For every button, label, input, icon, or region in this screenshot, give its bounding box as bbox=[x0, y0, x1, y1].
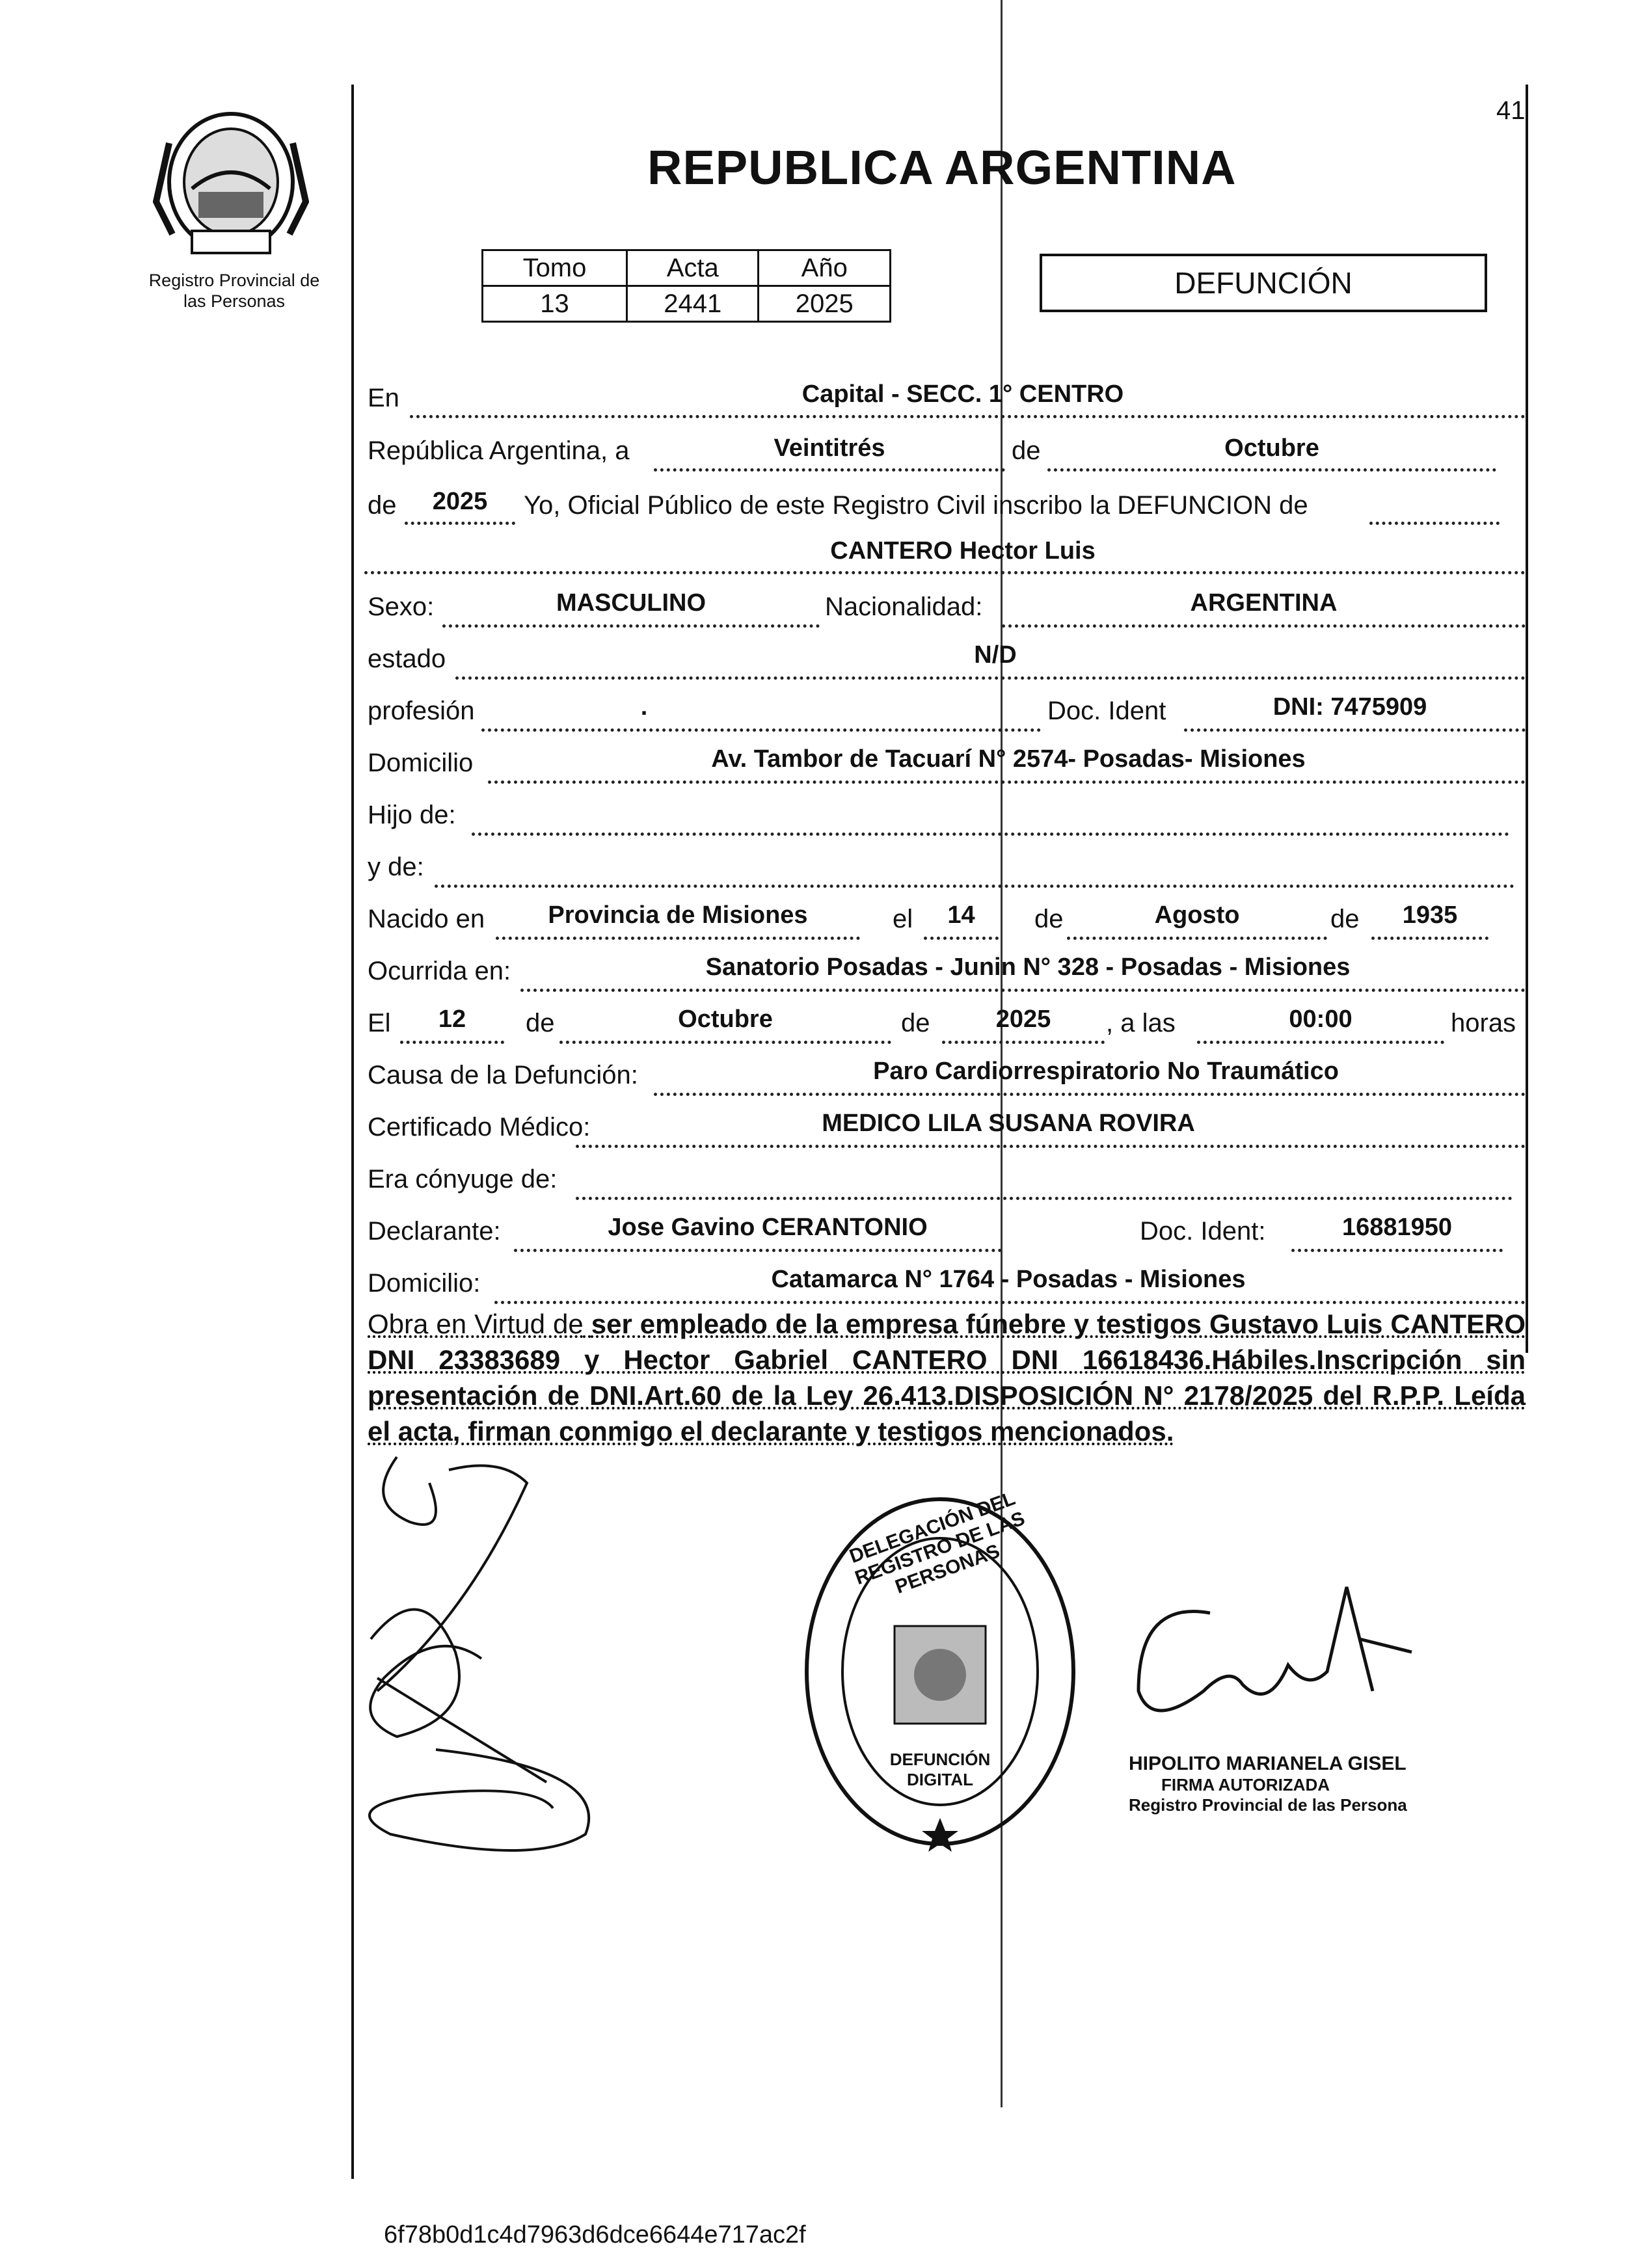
declarante-label: Declarante: bbox=[368, 1217, 501, 1246]
sexo-dots bbox=[442, 624, 820, 628]
nac-dia: 14 bbox=[947, 901, 975, 929]
left-border-line bbox=[351, 85, 354, 2179]
de-label-5: de bbox=[526, 1009, 555, 1037]
right-border-line bbox=[1526, 85, 1528, 1353]
stamp-inner-text: DEFUNCIÓN DIGITAL bbox=[889, 1750, 991, 1789]
registry-name-line2: las Personas bbox=[183, 291, 286, 311]
obra-text: ser empleado de la empresa fúnebre y testigos Gustavo Luis CANTERO DNI 23383689 y Hector Gabriel CANTERO DNI 16618436.Hábiles.Inscripción sin presentación de DNI.Art.60 de la Ley 26.413.DISPOSICIÓN N° 2178/2025 del R.P.P. Leída el acta, firman conmigo el declarante y testigos mencionados. bbox=[368, 1309, 1526, 1447]
tomo-value: 13 bbox=[483, 286, 627, 322]
de-label-3: de bbox=[1034, 905, 1064, 933]
estado-dots bbox=[455, 676, 1526, 680]
acta-value: 2441 bbox=[626, 286, 759, 322]
nac-anio-dots bbox=[1371, 937, 1488, 940]
official-stamp-line3: Registro Provincial de las Persona bbox=[1129, 1795, 1407, 1815]
anio-dots bbox=[405, 522, 515, 525]
declarante-dots bbox=[514, 1249, 1002, 1252]
domicilio2-value: Catamarca N° 1764 - Posadas - Misiones bbox=[771, 1266, 1246, 1293]
en-dots bbox=[410, 415, 1526, 418]
declarante-value: Jose Gavino CERANTONIO bbox=[608, 1214, 928, 1241]
domicilio2-label: Domicilio: bbox=[368, 1269, 481, 1298]
mes-dots bbox=[1047, 468, 1496, 472]
act-reference-table bbox=[481, 249, 891, 323]
official-stamp-line1: HIPOLITO MARIANELA GISEL bbox=[1129, 1753, 1407, 1774]
anio-value: 2025 bbox=[759, 286, 891, 322]
nacionalidad-label: Nacionalidad: bbox=[825, 593, 983, 621]
nacionalidad-dots bbox=[1002, 624, 1526, 628]
El-label: El bbox=[368, 1009, 391, 1037]
province-emblem bbox=[153, 104, 309, 260]
anio-value: 2025 bbox=[432, 488, 488, 515]
estado-label: estado bbox=[368, 645, 446, 673]
page-number: 41 bbox=[1496, 96, 1526, 125]
official-signature bbox=[1099, 1561, 1444, 1756]
certificado-dots bbox=[576, 1145, 1526, 1148]
yde-label: y de: bbox=[368, 853, 424, 881]
republica-label: República Argentina, a bbox=[368, 436, 630, 465]
acta-label: Acta bbox=[626, 250, 759, 286]
def-mes: Octubre bbox=[678, 1006, 773, 1033]
registry-stamp bbox=[797, 1489, 1083, 1854]
de-label-2: de bbox=[368, 491, 397, 520]
de-label-1: de bbox=[1012, 436, 1041, 465]
mes-value: Octubre bbox=[1224, 434, 1319, 462]
oficial-text: Yo, Oficial Público de este Registro Civil inscribo la DEFUNCION de bbox=[524, 491, 1308, 520]
profesion-value: . bbox=[640, 693, 648, 721]
doc-decl-label: Doc. Ident: bbox=[1140, 1217, 1266, 1246]
nacido-value: Provincia de Misiones bbox=[548, 901, 808, 929]
ocurrida-value: Sanatorio Posadas - Junin N° 328 - Posadas - Misiones bbox=[705, 954, 1351, 981]
ocurrida-label: Ocurrida en: bbox=[368, 957, 511, 985]
causa-label: Causa de la Defunción: bbox=[368, 1061, 638, 1089]
hijo-label: Hijo de: bbox=[368, 801, 456, 829]
deceased-name: CANTERO Hector Luis bbox=[830, 537, 1096, 565]
doc-decl-dots bbox=[1291, 1249, 1503, 1252]
def-mes-dots bbox=[559, 1041, 891, 1044]
nac-anio: 1935 bbox=[1402, 901, 1458, 929]
alas-label: , a las bbox=[1106, 1009, 1176, 1037]
doc-value: DNI: 7475909 bbox=[1272, 693, 1427, 721]
nacionalidad-value: ARGENTINA bbox=[1190, 589, 1338, 617]
dia-dots bbox=[654, 468, 1005, 472]
obra-paragraph bbox=[368, 1306, 1526, 1449]
de-label-4: de bbox=[1330, 905, 1360, 933]
profesion-label: profesión bbox=[368, 697, 475, 725]
declarant-signature bbox=[338, 1444, 612, 1860]
nac-dia-dots bbox=[924, 937, 999, 940]
ocurrida-dots bbox=[520, 989, 1526, 992]
registry-name bbox=[130, 270, 338, 312]
page-title: REPUBLICA ARGENTINA bbox=[647, 140, 1237, 194]
domicilio-value: Av. Tambor de Tacuarí N° 2574- Posadas- Misiones bbox=[711, 745, 1306, 773]
el-label: el bbox=[893, 905, 913, 933]
def-dia-dots bbox=[400, 1041, 504, 1044]
nombre-dots bbox=[364, 571, 1526, 574]
def-anio: 2025 bbox=[995, 1006, 1051, 1033]
domicilio-label: Domicilio bbox=[368, 749, 474, 777]
certificado-label: Certificado Médico: bbox=[368, 1113, 591, 1141]
conyuge-label: Era cónyuge de: bbox=[368, 1165, 558, 1194]
nac-mes: Agosto bbox=[1154, 901, 1240, 929]
en-value: Capital - SECC. 1° CENTRO bbox=[801, 380, 1124, 408]
document-hash: 6f78b0d1c4d7963d6dce6644e717ac2f bbox=[384, 2221, 806, 2248]
sexo-label: Sexo: bbox=[368, 593, 435, 621]
oficial-end-dots bbox=[1369, 522, 1500, 525]
doc-dots bbox=[1184, 728, 1526, 732]
domicilio2-dots bbox=[494, 1301, 1526, 1304]
domicilio-dots bbox=[488, 780, 1526, 784]
act-type-box bbox=[1040, 254, 1487, 312]
def-anio-dots bbox=[942, 1041, 1105, 1044]
causa-dots bbox=[654, 1093, 1526, 1096]
def-dia: 12 bbox=[438, 1006, 466, 1033]
profesion-dots bbox=[481, 728, 1041, 732]
certificado-value: MEDICO LILA SUSANA ROVIRA bbox=[822, 1110, 1195, 1137]
nac-mes-dots bbox=[1067, 937, 1327, 940]
registry-name-line1: Registro Provincial de bbox=[148, 271, 320, 290]
sexo-value: MASCULINO bbox=[556, 589, 707, 617]
official-stamp-line2: FIRMA AUTORIZADA bbox=[1161, 1775, 1330, 1794]
doc-decl-value: 16881950 bbox=[1341, 1214, 1453, 1241]
estado-value: N/D bbox=[974, 641, 1017, 669]
conyuge-dots bbox=[576, 1197, 1513, 1200]
hijo-dots bbox=[472, 833, 1509, 836]
nacido-label: Nacido en bbox=[368, 905, 485, 933]
nacido-dots bbox=[496, 937, 860, 940]
anio-label: Año bbox=[759, 250, 891, 286]
de-label-6: de bbox=[901, 1009, 930, 1037]
official-stamp bbox=[1129, 1753, 1467, 1815]
stamp-ring-text: DELEGACIÓN DEL REGISTRO DE LAS PERSONAS bbox=[846, 1488, 1028, 1598]
doc-label: Doc. Ident bbox=[1047, 697, 1166, 725]
act-type: DEFUNCIÓN bbox=[1174, 266, 1353, 300]
horas-label: horas bbox=[1451, 1009, 1516, 1037]
hora-dots bbox=[1197, 1041, 1444, 1044]
hora-value: 00:00 bbox=[1289, 1006, 1353, 1033]
dia-value: Veintitrés bbox=[774, 434, 885, 462]
yde-dots bbox=[435, 885, 1515, 888]
obra-lead: Obra en Virtud de bbox=[368, 1309, 584, 1339]
en-label: En bbox=[368, 384, 399, 412]
causa-value: Paro Cardiorrespiratorio No Traumático bbox=[873, 1058, 1339, 1085]
tomo-label: Tomo bbox=[483, 250, 627, 286]
